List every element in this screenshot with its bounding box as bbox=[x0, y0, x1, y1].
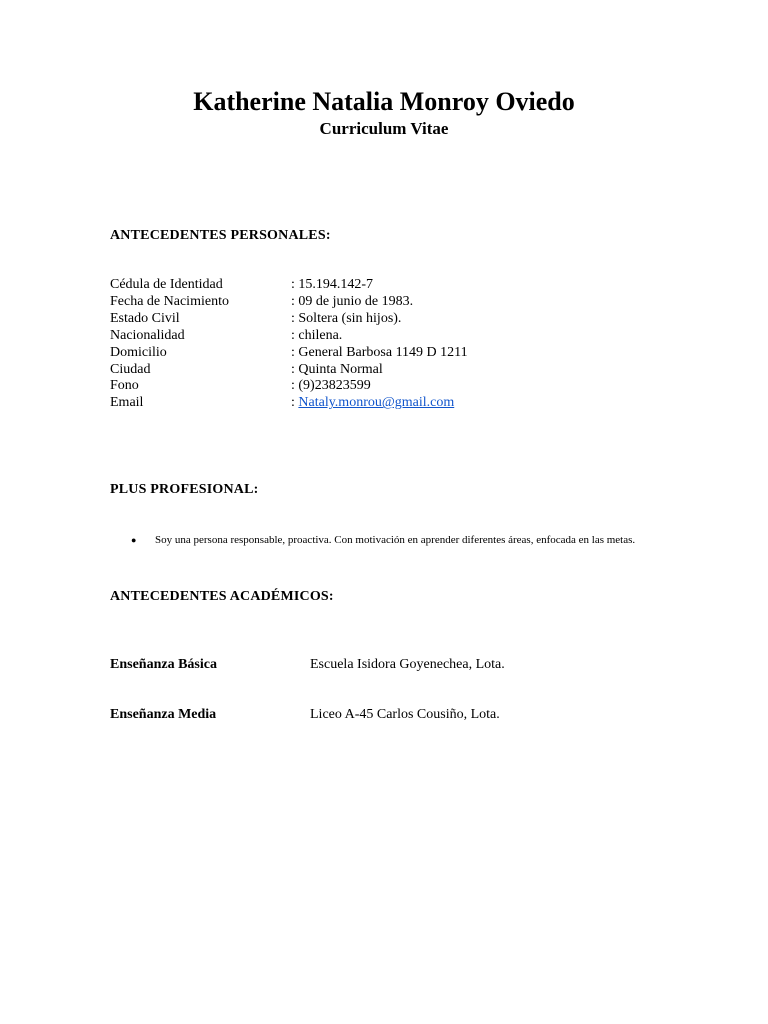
row-value: : General Barbosa 1149 D 1211 bbox=[291, 344, 468, 360]
email-value bbox=[291, 395, 454, 412]
bullet-text: Soy una persona responsable, proactiva. Con motivación en aprender diferentes áreas, enfocada en las metas. bbox=[155, 534, 636, 546]
personal-row-phone bbox=[110, 378, 468, 395]
row-label: Email bbox=[110, 395, 144, 411]
personal-section-heading: ANTECEDENTES PERSONALES: bbox=[110, 228, 331, 243]
education-level: Enseñanza Media bbox=[110, 707, 217, 722]
personal-row-civil-status bbox=[110, 311, 468, 328]
row-value: : Soltera (sin hijos). bbox=[291, 310, 402, 326]
personal-row-city bbox=[110, 362, 468, 379]
row-label: Fono bbox=[110, 378, 139, 394]
education-level: Enseñanza Básica bbox=[110, 657, 217, 672]
academic-section-heading: ANTECEDENTES ACADÉMICOS: bbox=[110, 589, 334, 604]
row-value: : (9)23823599 bbox=[291, 378, 371, 394]
row-label: Nacionalidad bbox=[110, 327, 185, 343]
row-label: Estado Civil bbox=[110, 310, 180, 326]
row-value: : Quinta Normal bbox=[291, 361, 383, 377]
document-subtitle: Curriculum Vitae bbox=[319, 119, 449, 138]
row-value: : 09 de junio de 1983. bbox=[291, 293, 414, 309]
bullet-icon: ● bbox=[131, 535, 137, 545]
education-school: Escuela Isidora Goyenechea, Lota. bbox=[310, 657, 505, 672]
plus-section-heading: PLUS PROFESIONAL: bbox=[110, 482, 259, 497]
row-label: Fecha de Nacimiento bbox=[110, 293, 229, 309]
personal-row-nationality bbox=[110, 328, 468, 345]
candidate-name: Katherine Natalia Monroy Oviedo bbox=[193, 87, 575, 116]
plus-bullet-item bbox=[131, 533, 661, 547]
academic-row-basic bbox=[110, 656, 505, 674]
personal-info-list bbox=[110, 277, 468, 412]
personal-row-email bbox=[110, 395, 468, 412]
email-prefix: : bbox=[291, 395, 299, 411]
email-link[interactable]: Nataly.monrou@gmail.com bbox=[298, 395, 455, 411]
education-school: Liceo A-45 Carlos Cousiño, Lota. bbox=[310, 707, 500, 722]
row-value: : chilena. bbox=[291, 327, 343, 343]
row-label: Domicilio bbox=[110, 344, 167, 360]
personal-row-address bbox=[110, 345, 468, 362]
personal-row-id bbox=[110, 277, 468, 294]
academic-row-secondary bbox=[110, 706, 500, 724]
row-value: : 15.194.142-7 bbox=[291, 277, 374, 292]
row-label: Ciudad bbox=[110, 361, 151, 377]
personal-row-birthdate bbox=[110, 294, 468, 311]
row-label: Cédula de Identidad bbox=[110, 277, 223, 292]
